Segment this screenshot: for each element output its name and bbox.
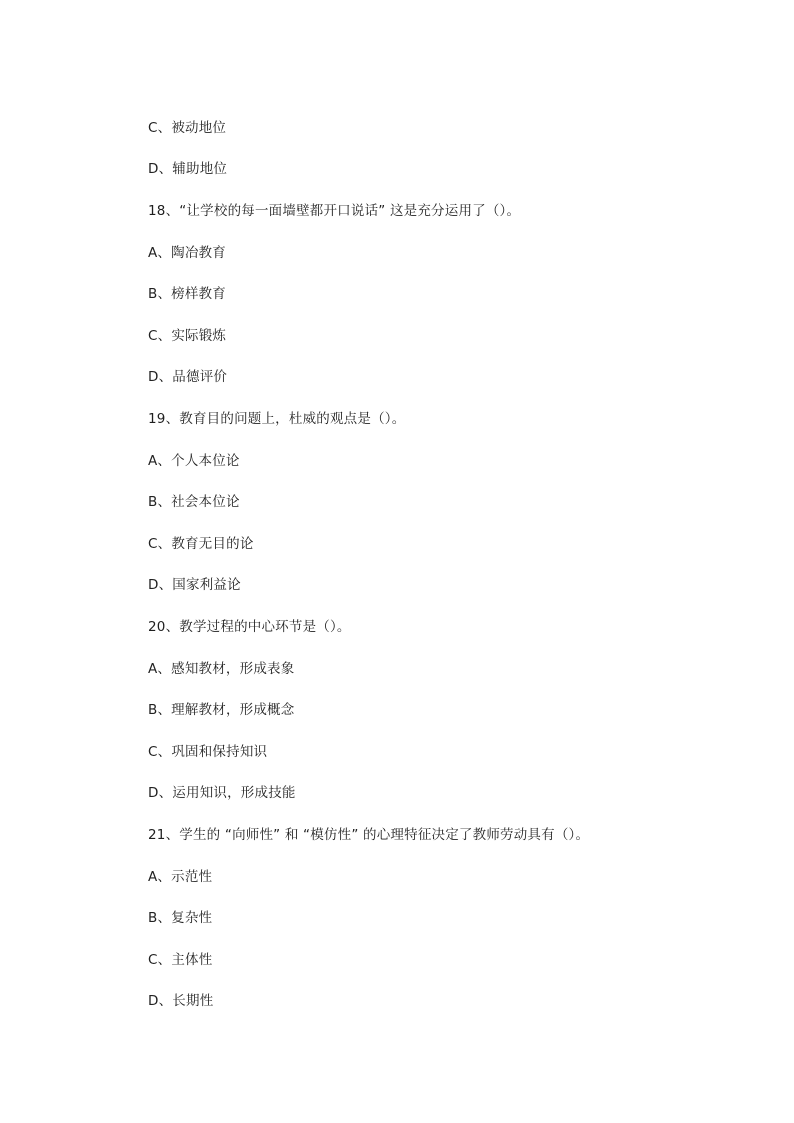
option-18-b: B、榜样教育: [148, 286, 226, 302]
option-19-c: C、教育无目的论: [148, 536, 254, 552]
question-21: 21、学生的 “向师性” 和 “模仿性” 的心理特征决定了教师劳动具有（）。: [148, 827, 590, 843]
option-21-b: B、复杂性: [148, 910, 213, 926]
option-17-c: C、被动地位: [148, 120, 227, 136]
question-20: 20、教学过程的中心环节是（）。: [148, 619, 351, 635]
option-20-c: C、巩固和保持知识: [148, 744, 268, 760]
option-19-d: D、国家利益论: [148, 577, 241, 593]
option-19-b: B、社会本位论: [148, 494, 240, 510]
option-17-d: D、辅助地位: [148, 161, 228, 177]
option-20-a: A、感知教材，形成表象: [148, 661, 295, 677]
option-18-c: C、实际锻炼: [148, 328, 227, 344]
question-19: 19、教育目的问题上，杜威的观点是（）。: [148, 411, 406, 427]
option-21-a: A、示范性: [148, 869, 213, 885]
question-18: 18、“让学校的每一面墙壁都开口说话” 这是充分运用了（）。: [148, 203, 521, 219]
option-18-a: A、陶冶教育: [148, 245, 226, 261]
option-19-a: A、个人本位论: [148, 453, 240, 469]
option-21-c: C、主体性: [148, 952, 213, 968]
option-20-b: B、理解教材，形成概念: [148, 702, 295, 718]
option-21-d: D、长期性: [148, 993, 214, 1009]
option-20-d: D、运用知识，形成技能: [148, 785, 296, 801]
option-18-d: D、品德评价: [148, 369, 228, 385]
